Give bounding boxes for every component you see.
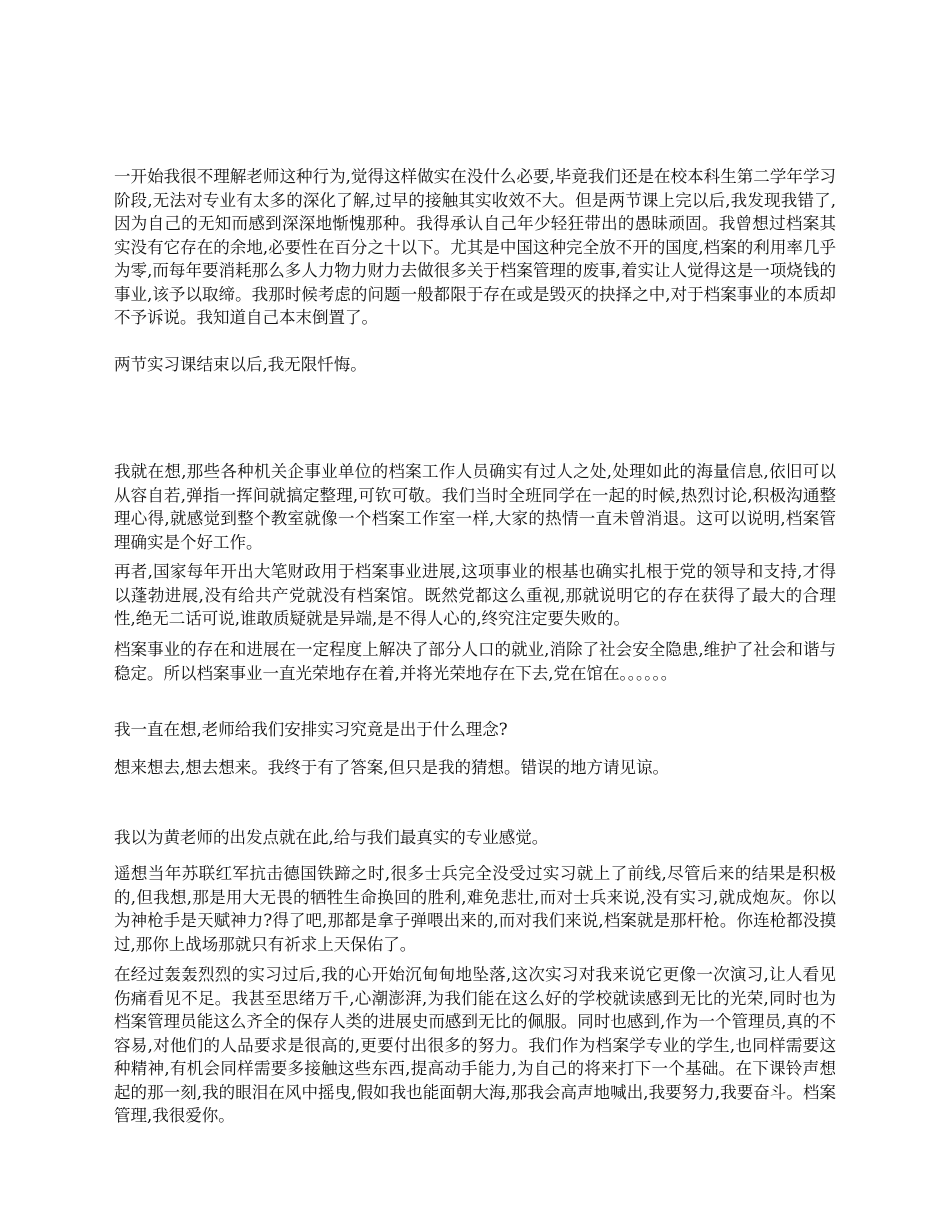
paragraph-employment: 档案事业的存在和进展在一定程度上解决了部分人口的就业,消除了社会安全隐患,维护了社会和谐与稳定。所以档案事业一直光荣地存在着,并将光荣地存在下去,党在馆在。。。。。。 — [114, 640, 836, 683]
paragraph-answer: 想来想去,想去想来。我终于有了答案,但只是我的猜想。错误的地方请见谅。 — [114, 758, 669, 777]
paragraph-teacher-intent: 我以为黄老师的出发点就在此,给与我们最真实的专业感觉。 — [114, 828, 549, 847]
paragraph-question: 我一直在想,老师给我们安排实习究竟是出于什么理念? — [114, 720, 508, 739]
paragraph-soldiers: 遥想当年苏联红军抗击德国铁蹄之时,很多士兵完全没受过实习就上了前线,尽管后来的结果是积极的,但我想,那是用大无畏的牺牲生命换回的胜利,难免悲壮,而对士兵来说,没有实习,就成炮灰。你以为神枪手是天赋神力?得了吧,那都是拿子弹喂出来的,而对我们来说,档案就是那杆枪。你连枪都没摸过,那你上战场那就只有祈求上天保佑了。 — [114, 864, 836, 954]
paragraph-regret: 两节实习课结束以后,我无限忏悔。 — [114, 355, 367, 374]
paragraph-archivists: 我就在想,那些各种机关企事业单位的档案工作人员确实有过人之处,处理如此的海量信息,依旧可以从容自若,弹指一挥间就搞定整理,可钦可敬。我们当时全班同学在一起的时候,热烈讨论,积极沟通整理心得,就感觉到整个教室就像一个档案工作室一样,大家的热情一直未曾消退。这可以说明,档案管理确实是个好工作。 — [114, 462, 836, 552]
paragraph-funding: 再者,国家每年开出大笔财政用于档案事业进展,这项事业的根基也确实扎根于党的领导和支持,才得以蓬勃进展,没有给共产党就没有档案馆。既然党都这么重视,那就说明它的存在获得了最大的合理性,绝无二话可说,谁敢质疑就是异端,是不得人心的,终究注定要失败的。 — [114, 562, 836, 628]
paragraph-intro: 一开始我很不理解老师这种行为,觉得这样做实在没什么必要,毕竟我们还是在校本科生第二学年学习阶段,无法对专业有太多的深化了解,过早的接触其实收效不大。但是两节课上完以后,我发现我错了,因为自己的无知而感到深深地惭愧那种。我得承认自己年少轻狂带出的愚昧顽固。我曾想过档案其实没有它存在的余地,必要性在百分之十以下。尤其是中国这种完全放不开的国度,档案的利用率几乎为零,而每年要消耗那么多人力物力财力去做很多关于档案管理的废事,着实让人觉得这是一项烧钱的事业,该予以取缔。我那时候考虑的问题一般都限于存在或是毁灭的抉择之中,对于档案事业的本质却不予诉说。我知道自己本末倒置了。 — [114, 167, 836, 327]
paragraph-conclusion: 在经过轰轰烈烈的实习过后,我的心开始沉甸甸地坠落,这次实习对我来说它更像一次演习,让人看见伤痛看见不足。我甚至思绪万千,心潮澎湃,为我们能在这么好的学校就读感到无比的光荣,同时也为档案管理员能这么齐全的保存人类的进展史而感到无比的佩服。同时也感到,作为一个管理员,真的不容易,对他们的人品要求是很高的,更要付出很多的努力。我们作为档案学专业的学生,也同样需要这种精神,有机会同样需要多接触这些东西,提高动手能力,为自己的将来打下一个基础。在下课铃声想起的那一刻,我的眼泪在风中摇曳,假如我也能面朝大海,那我会高声地喊出,我要努力,我要奋斗。档案管理,我很爱你。 — [114, 965, 836, 1125]
